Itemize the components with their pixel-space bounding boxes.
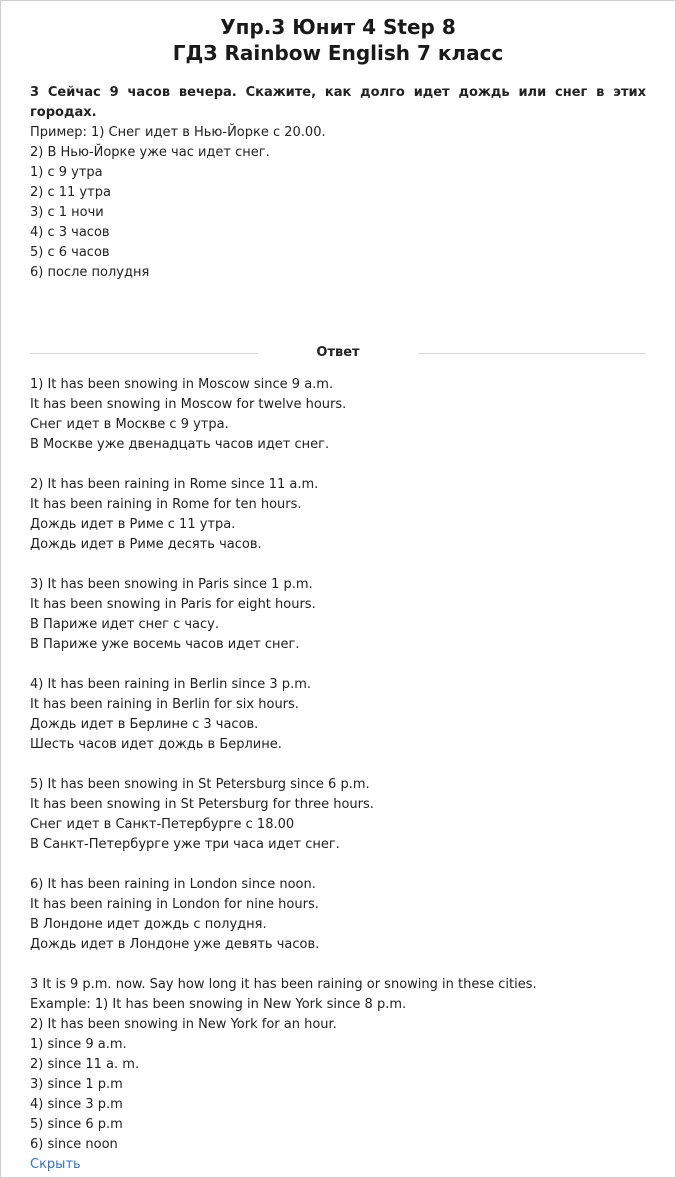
answer-line: Снег идет в Москве с 9 утра. bbox=[30, 417, 229, 432]
title-line-1: Упр.3 Юнит 4 Step 8 bbox=[220, 15, 456, 39]
answer-line: 4) It has been raining in Berlin since 3 p.m. bbox=[30, 677, 311, 692]
answer-line: В Санкт-Петербурге уже три часа идет снег. bbox=[30, 837, 340, 852]
english-line: 6) since noon bbox=[30, 1137, 118, 1152]
english-line: 3) since 1 p.m bbox=[30, 1077, 123, 1092]
answer-line: 2) It has been raining in Rome since 11 a.m. bbox=[30, 477, 319, 492]
title-line-2: ГДЗ Rainbow English 7 класс bbox=[172, 41, 504, 65]
answer-line: It has been raining in London for nine hours. bbox=[30, 897, 319, 912]
divider-rule-right bbox=[418, 353, 646, 354]
english-line: 2) It has been snowing in New York for an hour. bbox=[30, 1017, 337, 1032]
answer-divider bbox=[30, 343, 646, 363]
english-line: Example: 1) It has been snowing in New York since 8 p.m. bbox=[30, 997, 407, 1012]
task-line: 6) после полудня bbox=[30, 265, 150, 280]
answer-line: В Лондоне идет дождь с полудня. bbox=[30, 917, 267, 932]
answer-line: Дождь идет в Лондоне уже девять часов. bbox=[30, 937, 320, 952]
answer-line: It has been snowing in St Petersburg for three hours. bbox=[30, 797, 374, 812]
answer-line: Дождь идет в Берлине с 3 часов. bbox=[30, 717, 259, 732]
answer-line: 1) It has been snowing in Moscow since 9 a.m. bbox=[30, 377, 334, 392]
answer-label: Ответ bbox=[316, 345, 360, 360]
task-line: 4) с 3 часов bbox=[30, 225, 110, 240]
english-line: 5) since 6 p.m bbox=[30, 1117, 123, 1132]
task-heading: 3 Сейчас 9 часов вечера. Скажите, как долго идет дождь или снег в этих городах. bbox=[30, 85, 646, 120]
task-line: 2) с 11 утра bbox=[30, 185, 111, 200]
answer-line: It has been snowing in Moscow for twelve hours. bbox=[30, 397, 347, 412]
task-line: 3) с 1 ночи bbox=[30, 205, 104, 220]
english-line: 4) since 3 p.m bbox=[30, 1097, 123, 1112]
task-line: 5) с 6 часов bbox=[30, 245, 110, 260]
answer-line: Шесть часов идет дождь в Берлине. bbox=[30, 737, 282, 752]
answer-line: It has been raining in Rome for ten hours. bbox=[30, 497, 302, 512]
english-line: 2) since 11 a. m. bbox=[30, 1057, 140, 1072]
answer-line: В Париже идет снег с часу. bbox=[30, 617, 219, 632]
answer-line: В Москве уже двенадцать часов идет снег. bbox=[30, 437, 330, 452]
task-line: 2) В Нью-Йорке уже час идет снег. bbox=[30, 145, 270, 160]
answer-line: Дождь идет в Риме с 11 утра. bbox=[30, 517, 236, 532]
hide-link[interactable]: Скрыть bbox=[30, 1157, 81, 1172]
answer-line: 3) It has been snowing in Paris since 1 p.m. bbox=[30, 577, 313, 592]
task-line: Пример: 1) Снег идет в Нью-Йорке с 20.00. bbox=[30, 125, 326, 140]
answer-line: Дождь идет в Риме десять часов. bbox=[30, 537, 262, 552]
answer-line: It has been raining in Berlin for six hours. bbox=[30, 697, 299, 712]
english-line: 3 It is 9 p.m. now. Say how long it has been raining or snowing in these cities. bbox=[30, 977, 537, 992]
answer-line: 5) It has been snowing in St Petersburg since 6 p.m. bbox=[30, 777, 370, 792]
answer-line: 6) It has been raining in London since noon. bbox=[30, 877, 316, 892]
english-line: 1) since 9 a.m. bbox=[30, 1037, 127, 1052]
answer-line: В Париже уже восемь часов идет снег. bbox=[30, 637, 300, 652]
task-line: 1) с 9 утра bbox=[30, 165, 103, 180]
answer-line: Снег идет в Санкт-Петербурге с 18.00 bbox=[30, 817, 295, 832]
answer-line: It has been snowing in Paris for eight hours. bbox=[30, 597, 316, 612]
